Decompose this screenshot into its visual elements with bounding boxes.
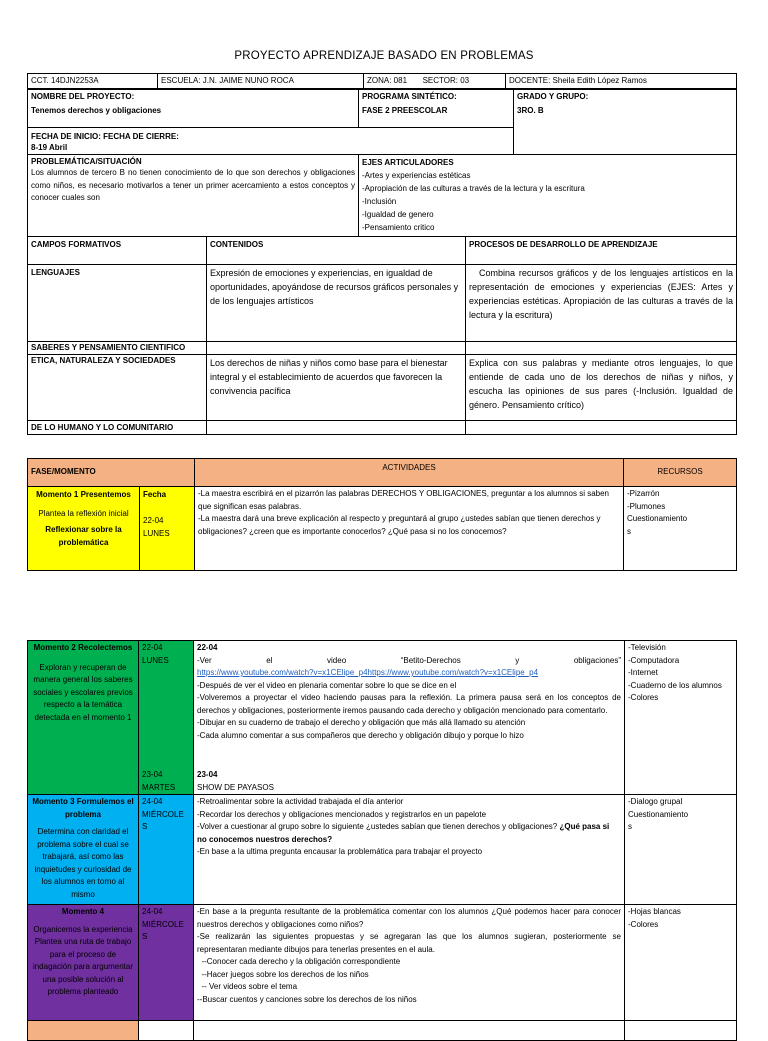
eje-item: -Apropiación de las culturas a través de la lectura y la escritura bbox=[362, 184, 585, 193]
grado-grupo: GRADO Y GRUPO: 3RO. B bbox=[514, 90, 737, 155]
momento-3: Momento 3 Formulemos el problema Determina con claridad el problema sobre el cual se trabajará, así como las inquietudes y curiosidad de los alumnos en torno al mismo bbox=[28, 795, 139, 905]
momento-4: Momento 4 Organicemos la experiencia Plantea una ruta de trabajo para el proceso de indagación para argumentar una posible solución al problema planteado bbox=[28, 905, 139, 1021]
campo-etica: ETICA, NATURALEZA Y SOCIEDADES bbox=[28, 355, 207, 421]
actividades-header: ACTIVIDADES bbox=[195, 459, 624, 487]
momento-1-actividades: -La maestra escribirá en el pizarrón las palabras DERECHOS Y OBLIGACIONES, preguntar a los alumnos si saben que significan esas palabras. -La maestra dará una breve explicación al respecto y preguntará al grupo ¿ustedes sabían que tienen derechos y obligaciones? ¿creen que es importante conocerlos? ¿Qué pasa si no los conocemos? bbox=[195, 487, 624, 571]
recursos-header: RECURSOS bbox=[624, 459, 737, 487]
momento-4-actividades: -En base a la pregunta resultante de la problemática comentar con los alumnos ¿Qué podemos hacer para conocer nuestros derechos y obligaciones como niños? -Se realizarán las siguientes propuestas y se agregaran las que los alumnos sugieran, posteriormente se representaran mediante dibujos para tenerlas presentes en el aula. --Conocer cada derecho y la obligación correspondiente --Hacer juegos sobre los derechos de los niños -- Ver videos sobre el tema --Buscar cuentos y canciones sobre los derechos de los niños bbox=[194, 905, 625, 1021]
nombre-proyecto: NOMBRE DEL PROYECTO: Tenemos derechos y obligaciones bbox=[28, 90, 359, 128]
lenguajes-contenido: Expresión de emociones y experiencias, en igualdad de oportunidades, apoyándose de recursos gráficos personales y de los lenguajes artísticos bbox=[207, 265, 466, 342]
momento-2: Momento 2 Recolectemos Exploran y recuperan de manera general los saberes sociales y escolares previos respecto a la temática detectada en el momento 1 bbox=[28, 641, 139, 795]
header-table bbox=[27, 73, 737, 89]
momento-1: Momento 1 Presentemos Plantea la reflexión inicial Reflexionar sobre la problemática bbox=[28, 487, 140, 571]
momento-4-fecha: 24-04 MIÉRCOLE S bbox=[139, 905, 194, 1021]
video-link[interactable]: https://www.youtube.com/watch?v=x1CElipe_p4https://www.youtube.com/watch?v=x1CElipe_p4 bbox=[197, 668, 539, 677]
fases-table bbox=[27, 458, 737, 571]
momentos-table bbox=[27, 640, 737, 1041]
momento-2-actividades: 22-04 -Ver el video “Betito-Derechos y obligaciones” https://www.youtube.com/watch?v=x1CElipe_p4https://www.youtube.com/watch?v=x1CElipe_p4 -Después de ver el video en plenaria comentar sobre lo que se dice en el -Volveremos a proyectar el video haciendo pausas para la reflexión. La primera pausa será en los conceptos de derechos y obligaciones, posteriormente iremos pausando cada derecho y obligación mencionado para comentarlo. -Dibujar en su cuaderno de trabajo el derecho y obligación que más allá llamado su atención -Cada alumno comentar a sus compañeros que derecho y obligación dibujo y porque lo hizo 23-04 SHOW DE PAYASOS bbox=[194, 641, 625, 795]
campo-saberes: SABERES Y PENSAMIENTO CIENTIFICO bbox=[28, 342, 207, 355]
eje-item: -Pensamiento critico bbox=[362, 223, 435, 232]
momento-2-recursos: -Televisión -Computadora -Internet -Cuaderno de los alumnos -Colores bbox=[625, 641, 737, 795]
eje-item: -Inclusión bbox=[362, 197, 397, 206]
momento-1-recursos: -Pizarrón -Plumones Cuestionamiento s bbox=[624, 487, 737, 571]
momento-3-recursos: -Dialogo grupal Cuestionamiento s bbox=[625, 795, 737, 905]
document-title: PROYECTO APRENDIZAJE BASADO EN PROBLEMAS bbox=[234, 50, 534, 62]
problematica: PROBLEMÁTICA/SITUACIÓN Los alumnos de tercero B no tienen conocimiento de lo que son derechos y obligaciones como niños, es necesario motivarlos a tener un primer acercamiento a estos conceptos y conocer cuales son bbox=[28, 155, 359, 237]
ejes-articuladores: EJES ARTICULADORES -Artes y experiencias estéticas -Apropiación de las culturas a través de la lectura y la escritura -Inclusión -Igualdad de genero -Pensamiento critico bbox=[359, 155, 737, 237]
programa-sintetico: PROGRAMA SINTÉTICO: FASE 2 PREESCOLAR bbox=[359, 90, 514, 128]
momento-3-fecha: 24-04 MIÉRCOLE S bbox=[139, 795, 194, 905]
campo-lenguajes: LENGUAJES bbox=[28, 265, 207, 342]
escuela: ESCUELA: J.N. JAIME NUNO ROCA bbox=[158, 74, 364, 89]
cct: CCT. 14DJN2253A bbox=[28, 74, 158, 89]
fechas: FECHA DE INICIO: FECHA DE CIERRE: 8-19 Abril bbox=[28, 128, 514, 155]
lenguajes-proceso: Combina recursos gráficos y de los lenguajes artísticos en la representación de emociones y experiencias (EJES: Artes y experiencias estéticas. Apropiación de las culturas a través de la lectura y la escritura) bbox=[466, 265, 737, 342]
momento-3-actividades: -Retroalimentar sobre la actividad trabajada el día anterior -Recordar los derechos y obligaciones mencionados y registrarlos en un papelote -Volver a cuestionar al grupo sobre lo siguiente ¿ustedes sabían que tienen derechos y obligaciones? ¿Qué pasa si no conocemos nuestros derechos? -En base a la ultima pregunta encausar la problemática para trabajar el proyecto bbox=[194, 795, 625, 905]
momento-4-recursos: -Hojas blancas -Colores bbox=[625, 905, 737, 1021]
eje-item: -Artes y experiencias estéticas bbox=[362, 171, 471, 180]
procesos-header: PROCESOS DE DESARROLLO DE APRENDIZAJE bbox=[466, 237, 737, 265]
campo-humano: DE LO HUMANO Y LO COMUNITARIO bbox=[28, 421, 207, 435]
fase-header: FASE/MOMENTO bbox=[28, 459, 195, 487]
momento-1-fecha: Fecha 22-04 LUNES bbox=[140, 487, 195, 571]
eje-item: -Igualdad de genero bbox=[362, 210, 434, 219]
etica-contenido: Los derechos de niñas y niños como base para el bienestar integral y el establecimiento de acuerdos que favorecen la convivencia pacífica bbox=[207, 355, 466, 421]
zona-sector: ZONA: 081 SECTOR: 03 bbox=[364, 74, 506, 89]
campos-table bbox=[27, 236, 737, 435]
project-table bbox=[27, 89, 737, 237]
campos-header: CAMPOS FORMATIVOS bbox=[28, 237, 207, 265]
docente: DOCENTE: Sheila Edith López Ramos bbox=[506, 74, 737, 89]
etica-proceso: Explica con sus palabras y mediante otros lenguajes, lo que entiende de cada uno de los derechos de niñas y niños, y escucha las opiniones de sus pares (-Inclusión. Igualdad de género. Pensamiento crítico) bbox=[466, 355, 737, 421]
contenidos-header: CONTENIDOS bbox=[207, 237, 466, 265]
momento-2-fecha: 22-04 LUNES 23-04 MARTES bbox=[139, 641, 194, 795]
